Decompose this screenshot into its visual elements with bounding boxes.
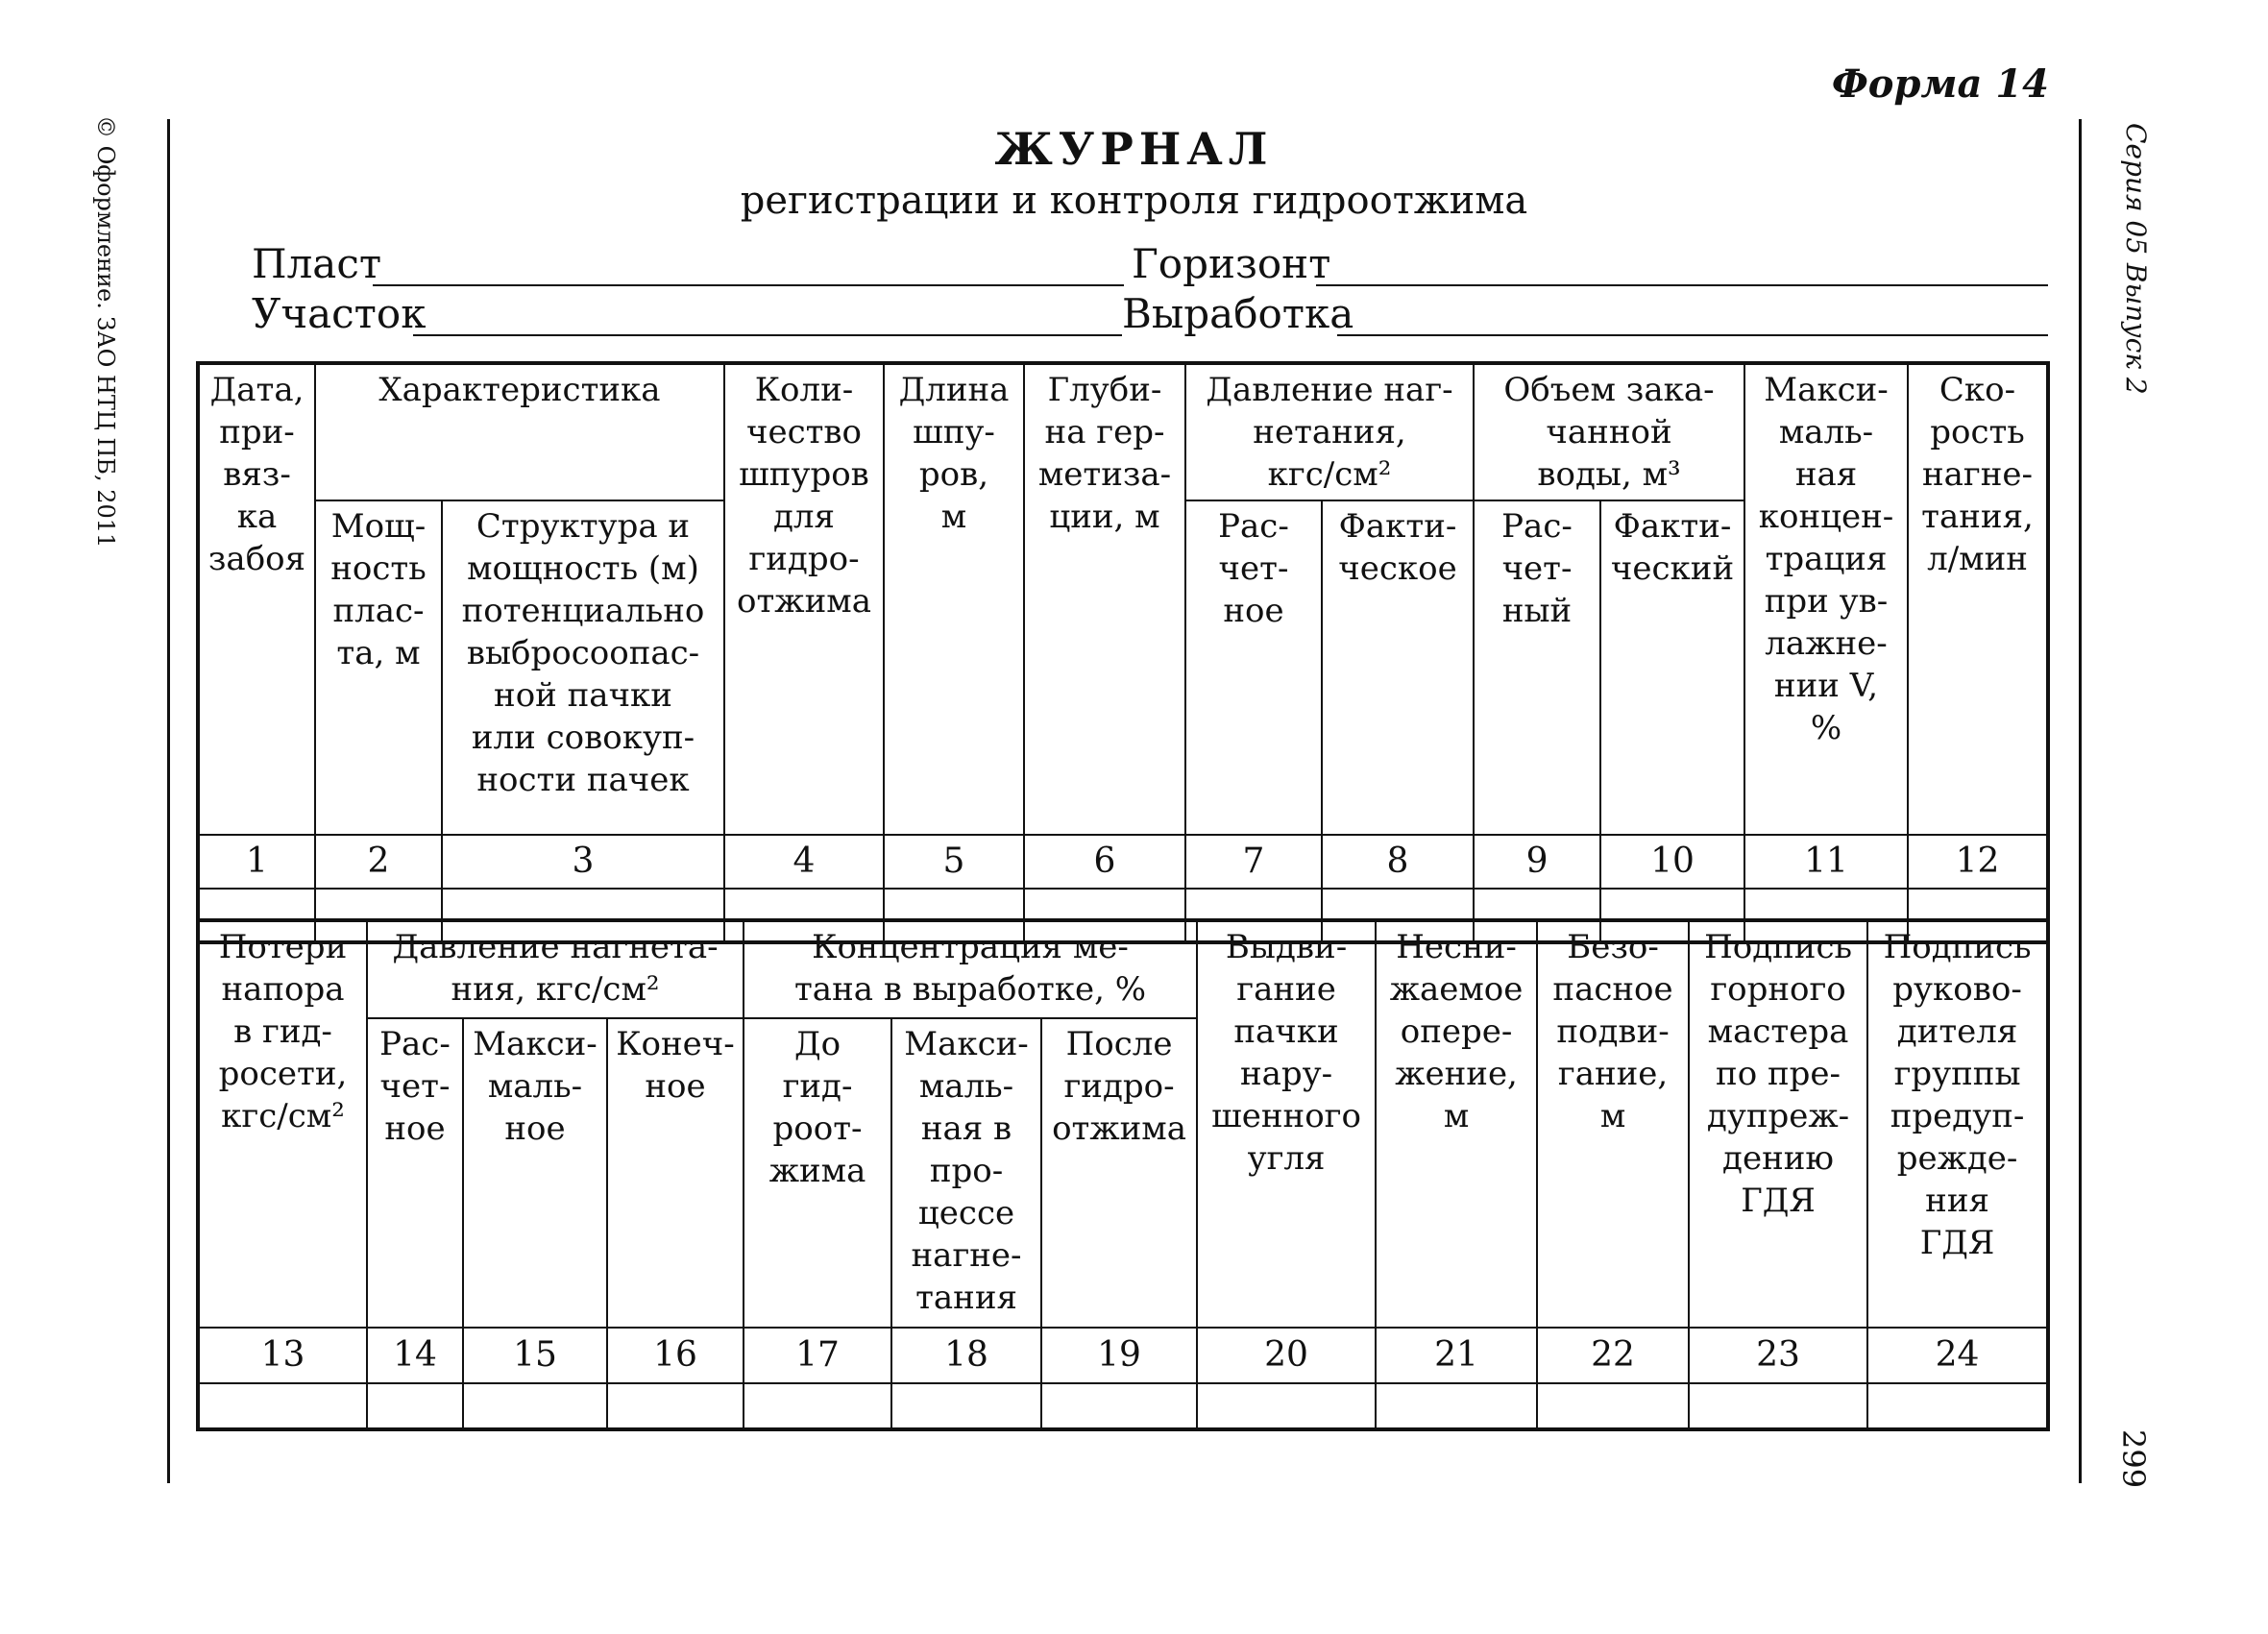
page-number: 299 [2115,1429,2152,1489]
field-gorizont-label: Горизонт [1132,240,1331,287]
column-number: 23 [1689,1328,1867,1383]
column-number: 12 [1908,835,2048,889]
col-volume-header: Объем зака- чанной воды, м³ [1474,363,1744,500]
copyright-text: © Оформление. ЗАО НТЦ ПБ, 2011 [92,115,119,549]
col-sign-head-header: Подпись руково- дителя группы предуп- режде- ния ГДЯ [1867,920,2048,1328]
col-p-calc-header: Рас- чет- ное [367,1018,463,1328]
col-speed-header: Ско- рость нагне- тания, л/мин [1908,363,2048,835]
entry-cell[interactable] [607,1383,744,1429]
col-pressure-calc-header: Рас- чет- ное [1185,500,1322,835]
column-number: 3 [442,835,724,889]
entry-cell[interactable] [463,1383,607,1429]
field-uchastok-label: Участок [252,290,427,337]
column-number: 24 [1867,1328,2048,1383]
column-number: 22 [1537,1328,1689,1383]
column-number: 2 [315,835,442,889]
col-seal-depth-header: Глуби- на гер- метиза- ции, м [1024,363,1185,835]
column-number: 19 [1041,1328,1197,1383]
col-holes-count-header: Коли- чество шпуров для гидро- отжима [724,363,884,835]
col-sign-foreman-header: Подпись горного мастера по пре- дупреж- дению ГДЯ [1689,920,1867,1328]
col-extrusion-header: Выдви- гание пачки нару- шенного угля [1197,920,1376,1328]
column-number: 1 [198,835,315,889]
col-p-max-header: Макси- маль- ное [463,1018,607,1328]
column-number: 15 [463,1328,607,1383]
column-number: 10 [1600,835,1744,889]
col-m-max-header: Макси- маль- ная в про- цессе нагне- тания [891,1018,1041,1328]
entry-cell[interactable] [1197,1383,1376,1429]
column-number: 8 [1322,835,1474,889]
journal-title: ЖУРНАЛ [994,123,1274,175]
field-plast-label: Пласт [252,240,382,287]
column-number: 17 [744,1328,891,1383]
field-vyrabotka-line[interactable] [1337,334,2048,336]
entry-cell[interactable] [1376,1383,1537,1429]
column-number: 11 [1744,835,1908,889]
col-safe-move-header: Безо- пасное подви- гание, м [1537,920,1689,1328]
column-number: 20 [1197,1328,1376,1383]
entry-cell[interactable] [891,1383,1041,1429]
col-pressure-header: Давление наг- нетания, кгс/см² [1185,363,1474,500]
journal-subtitle: регистрации и контроля гидроотжима [740,179,1528,223]
field-uchastok-line[interactable] [413,334,1122,336]
field-plast-line[interactable] [373,284,1124,286]
column-number: 21 [1376,1328,1537,1383]
entry-cell[interactable] [367,1383,463,1429]
right-margin-rule [2079,119,2082,1483]
field-gorizont-line[interactable] [1316,284,2048,286]
col-methane-header: Концентрация ме- тана в выработке, % [744,920,1197,1018]
column-number: 14 [367,1328,463,1383]
col-volume-calc-header: Рас- чет- ный [1474,500,1600,835]
entry-cell[interactable] [744,1383,891,1429]
column-number: 18 [891,1328,1041,1383]
col-m-after-header: После гидро- отжима [1041,1018,1197,1328]
col-advance-header: Несни- жаемое опере- жение, м [1376,920,1537,1328]
entry-cell[interactable] [1537,1383,1689,1429]
col-max-concentration-header: Макси- маль- ная концен- трация при ув- лажне- нии V, % [1744,363,1908,835]
entry-cell[interactable] [198,1383,367,1429]
col-head-loss-header: Потери напора в гид- росети, кгс/см² [198,920,367,1328]
column-number: 16 [607,1328,744,1383]
col-p-final-header: Конеч- ное [607,1018,744,1328]
col-hole-length-header: Длина шпу- ров, м [884,363,1024,835]
col-m-before-header: До гид- роот- жима [744,1018,891,1328]
column-number: 5 [884,835,1024,889]
entry-cell[interactable] [1041,1383,1197,1429]
col-pressure-fact-header: Факти- ческое [1322,500,1474,835]
series-text: Серия 05 Выпуск 2 [2120,123,2152,395]
col-date-header: Дата, при- вяз- ка забоя [198,363,315,835]
form-number: Форма 14 [1831,61,2049,107]
entry-cell[interactable] [1689,1383,1867,1429]
left-margin-rule [167,119,170,1483]
column-number: 6 [1024,835,1185,889]
column-number: 9 [1474,835,1600,889]
col-structure-header: Структура и мощность (м) потенциально выбросоопас- ной пачки или совокуп- ности пачек [442,500,724,835]
col-pressure2-header: Давление нагнета- ния, кгс/см² [367,920,744,1018]
column-number: 4 [724,835,884,889]
field-vyrabotka-label: Выработка [1122,290,1354,337]
entry-cell[interactable] [1867,1383,2048,1429]
journal-table-2 [196,918,2050,1431]
col-characteristic-header: Характеристика [315,363,724,500]
col-volume-fact-header: Факти- ческий [1600,500,1744,835]
column-number: 7 [1185,835,1322,889]
journal-table-1 [196,361,2050,944]
col-thickness-header: Мощ- ность плас- та, м [315,500,442,835]
column-number: 13 [198,1328,367,1383]
